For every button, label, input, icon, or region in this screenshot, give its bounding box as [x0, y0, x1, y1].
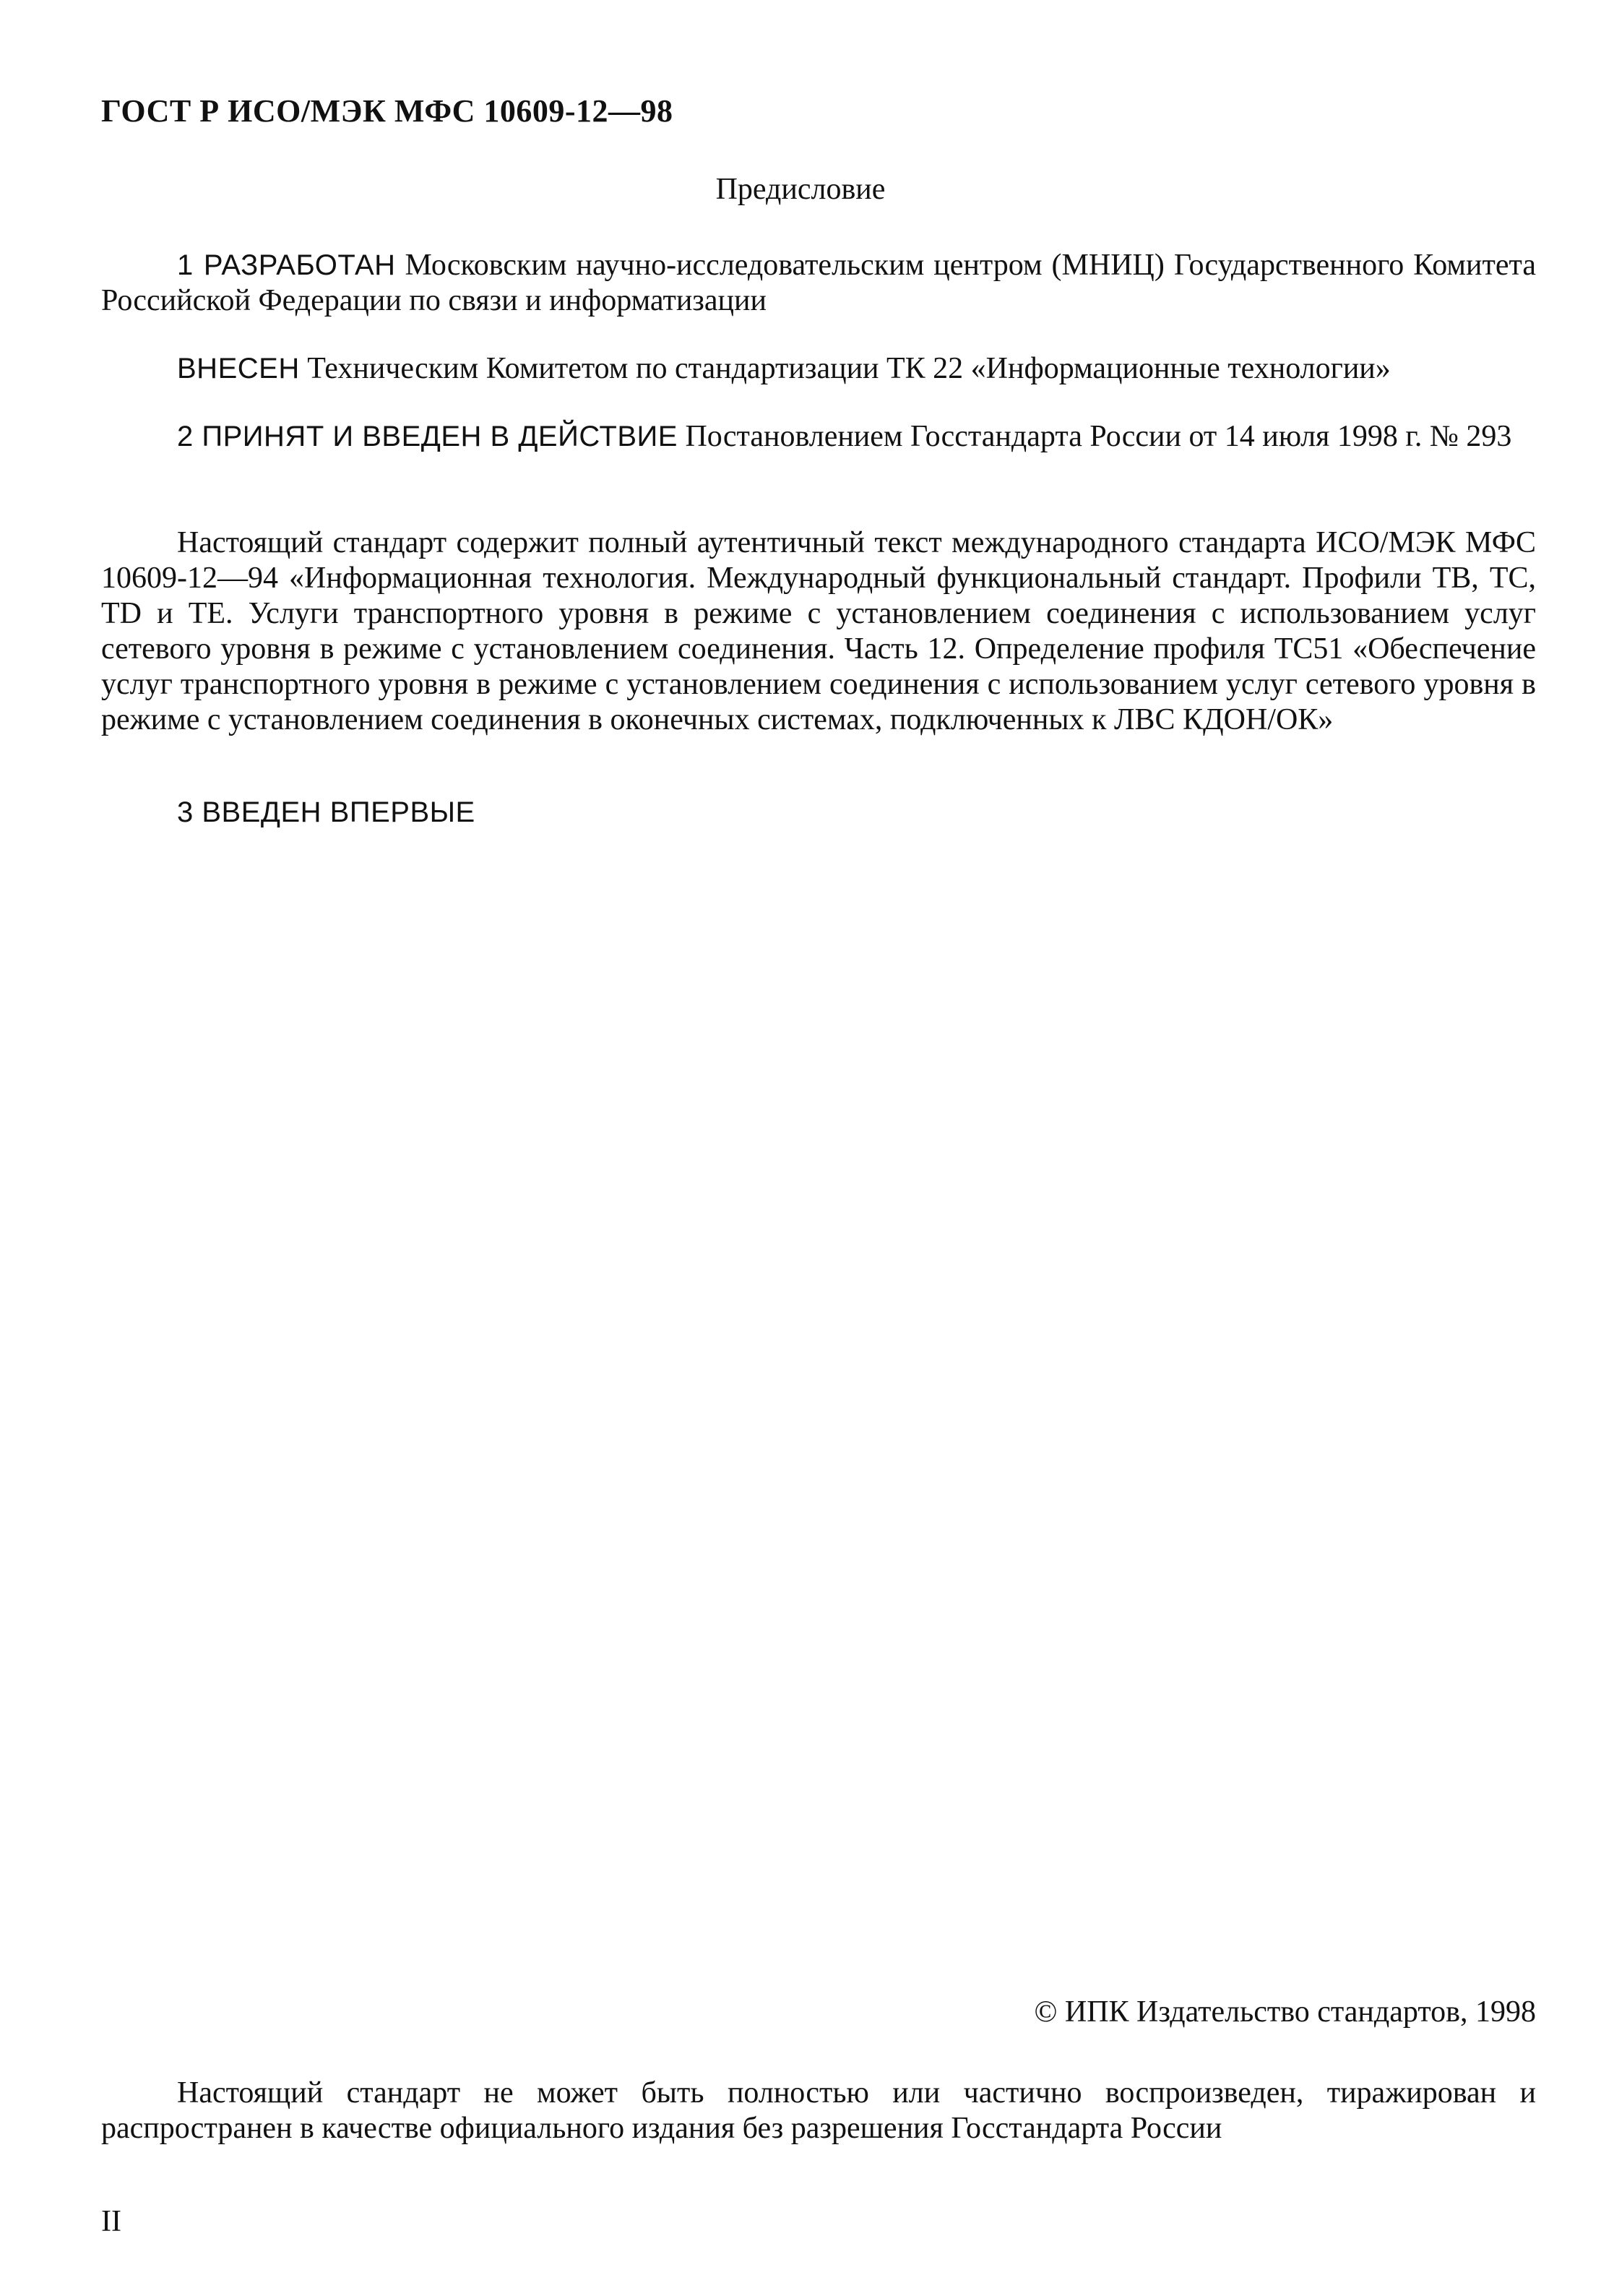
item-lead: 2 ПРИНЯТ И ВВЕДЕН В ДЕЙСТВИЕ [177, 421, 678, 452]
item-lead: 3 ВВЕДЕН ВПЕРВЫЕ [177, 796, 475, 828]
preface-title: Предисловие [715, 173, 886, 206]
copyright-line: © ИПК Издательство стандартов, 1998 [1034, 1995, 1536, 2029]
item-text: Техническим Комитетом по стандартизации ТК 22 «Информационные технологии» [299, 352, 1391, 385]
item-lead: 1 РАЗРАБОТАН [177, 249, 396, 281]
item-text: Постановлением Госстандарта России от 14 июля 1998 г. № 293 [677, 420, 1512, 453]
item-lead: ВНЕСЕН [177, 353, 300, 384]
preface-item-adopted [101, 419, 1536, 455]
preface-item-developed [101, 248, 1536, 319]
page-number: II [101, 2205, 121, 2238]
preface-item-submitted [101, 351, 1536, 387]
reproduction-notice: Настоящий стандарт не может быть полностью или частично воспроизведен, тиражирован и распространен в качестве официального издания без разрешения Госстандарта России [101, 2076, 1536, 2145]
item-text: Московским научно-исследовательским центром (МНИЦ) Государственного Комитета Российской Федерации по связи и информатизации [101, 249, 1536, 317]
item-text: Настоящий стандарт содержит полный аутентичный текст международного стандарта ИСО/МЭК МФС 10609-12—94 «Информационная технология. Международный функциональный стандарт. Профили ТВ, ТС, TD и ТЕ. Услуги транспортного уровня в режиме с установлением соединения с использованием услуг сетевого уровня в режиме с установлением соединения. Часть 12. Определение профиля ТС51 «Обеспечение услуг транспортного уровня в режиме с установлением соединения с использованием услуг сетевого уровня в режиме с установлением соединения в оконечных системах, подключенных к ЛВС КДОН/ОК» [101, 526, 1536, 736]
document-code-header: ГОСТ Р ИСО/МЭК МФС 10609-12—98 [101, 93, 673, 129]
preface-item-content-description [101, 525, 1536, 738]
preface-item-first-introduced [101, 795, 1536, 830]
